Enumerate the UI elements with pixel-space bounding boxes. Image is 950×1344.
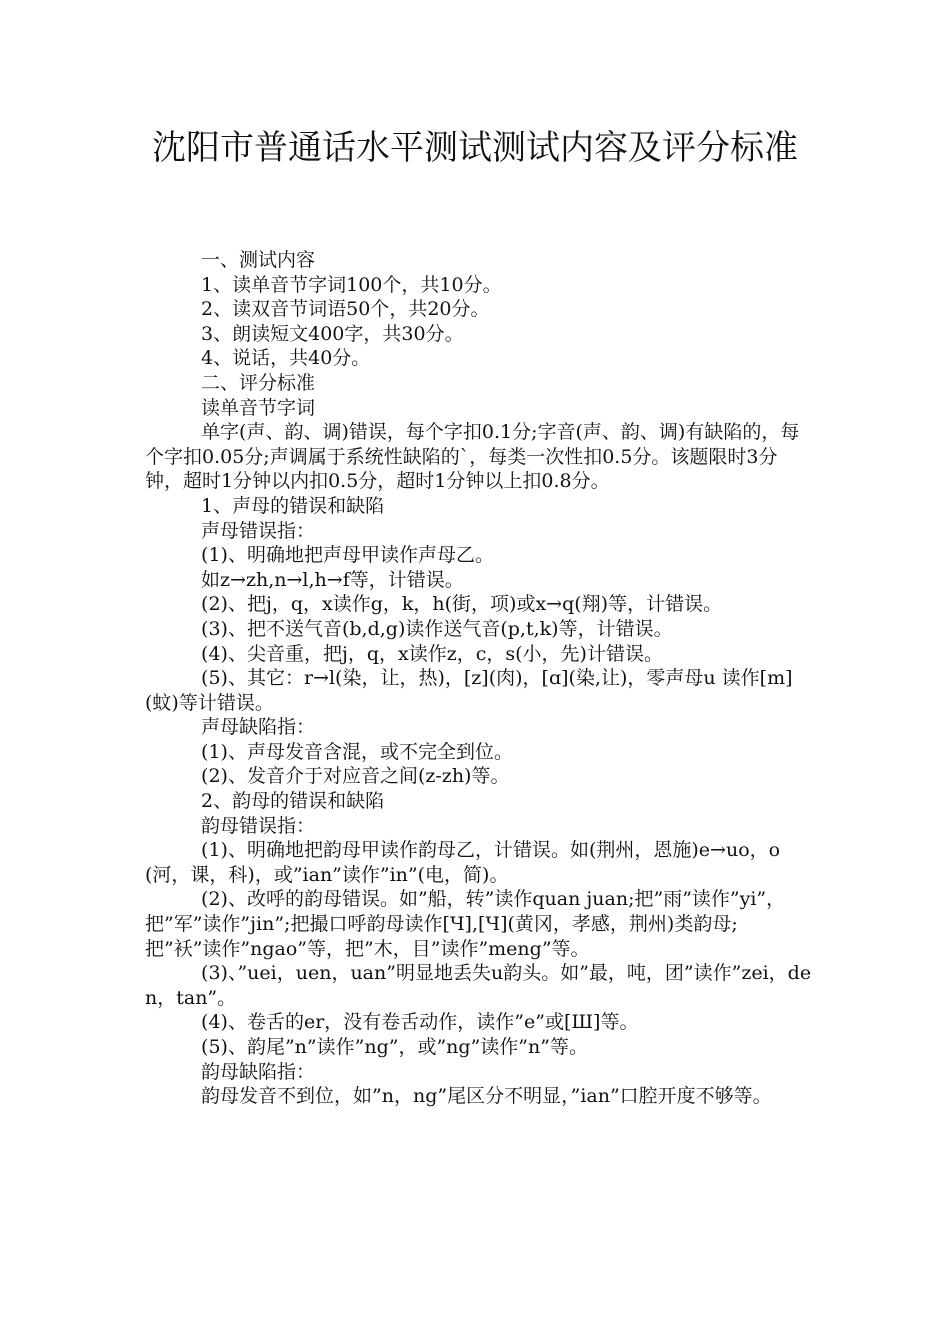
paragraph: 二、评分标准 xyxy=(201,371,316,394)
paragraph: 1、读单音节字词100个，共10分。 xyxy=(201,273,502,296)
paragraph: (4)、尖音重，把j，q，x读作z，c，s(小，先)计错误。 xyxy=(201,642,663,665)
paragraph: 读单音节字词 xyxy=(201,396,316,419)
paragraph: 3、朗读短文400字，共30分。 xyxy=(201,322,464,345)
paragraph: (5)、其它：r→l(染，让，热)，[z](肉)，[ɑ](染,让)，零声母u 读作[m](蚊)等计错误。 xyxy=(145,667,793,714)
paragraph: 单字(声、韵、调)错误，每个字扣0.1分;字音(声、韵、调)有缺陷的，每个字扣0.05分;声调属于系统性缺陷的`，每类一次性扣0.5分。该题限时3分钟，超时1分钟以内扣0.5分，超时1分钟以上扣0.8分。 xyxy=(145,421,800,493)
paragraph: (2)、把j，q，x读作g，k，h(街，项)或x→q(翔)等，计错误。 xyxy=(201,593,723,616)
paragraph: (1)、声母发音含混，或不完全到位。 xyxy=(201,740,513,763)
paragraph: 2、读双音节词语50个，共20分。 xyxy=(201,298,490,321)
paragraph: (4)、卷舌的er，没有卷舌动作，读作”e”或[Ш]等。 xyxy=(201,1011,639,1034)
paragraph: (1)、明确地把声母甲读作声母乙。 xyxy=(201,544,494,567)
paragraph: 韵母发音不到位，如”n，ng”尾区分不明显，”ian”口腔开度不够等。 xyxy=(201,1085,772,1108)
paragraph: 声母缺陷指： xyxy=(201,716,316,739)
paragraph: 如z→zh,n→l,h→f等，计错误。 xyxy=(201,568,464,591)
document-body xyxy=(145,248,813,1109)
paragraph: (5)、韵尾”n”读作”ng”，或”ng”读作”n”等。 xyxy=(201,1036,588,1058)
paragraph: (3)、把不送气音(b,d,g)读作送气音(p,t,k)等，计错误。 xyxy=(201,617,673,640)
paragraph: (1)、明确地把韵母甲读作韵母乙，计错误。如(荆州，恩施)e→uo，o(河，课，科)，或”ian”读作”in”(电，简)。 xyxy=(145,839,781,886)
paragraph: 2、韵母的错误和缺陷 xyxy=(201,790,385,813)
paragraph: 韵母错误指： xyxy=(201,814,316,837)
document-title: 沈阳市普通话水平测试测试内容及评分标准 xyxy=(152,128,798,168)
paragraph: 一、测试内容 xyxy=(201,249,316,271)
paragraph: 1、声母的错误和缺陷 xyxy=(201,494,385,517)
paragraph: 4、说话，共40分。 xyxy=(201,347,371,370)
paragraph: (3)、”uei，uen，uan”明显地丢失u韵头。如”最，吨，团”读作”zei，den，tan”。 xyxy=(145,962,812,1009)
paragraph: (2)、发音介于对应音之间(z-zh)等。 xyxy=(201,765,510,788)
paragraph: 韵母缺陷指： xyxy=(201,1060,316,1083)
paragraph: 声母错误指： xyxy=(201,519,316,542)
paragraph: (2)、改呼的韵母错误。如”船，转”读作quan juan;把”雨”读作”yi”，把”军”读作”jin”;把撮口呼韵母读作[Ч],[Ч](黄冈，孝感，荆州)类韵母;把”袄”读作”ngao”等，把”木，目”读作”meng”等。 xyxy=(145,888,786,960)
